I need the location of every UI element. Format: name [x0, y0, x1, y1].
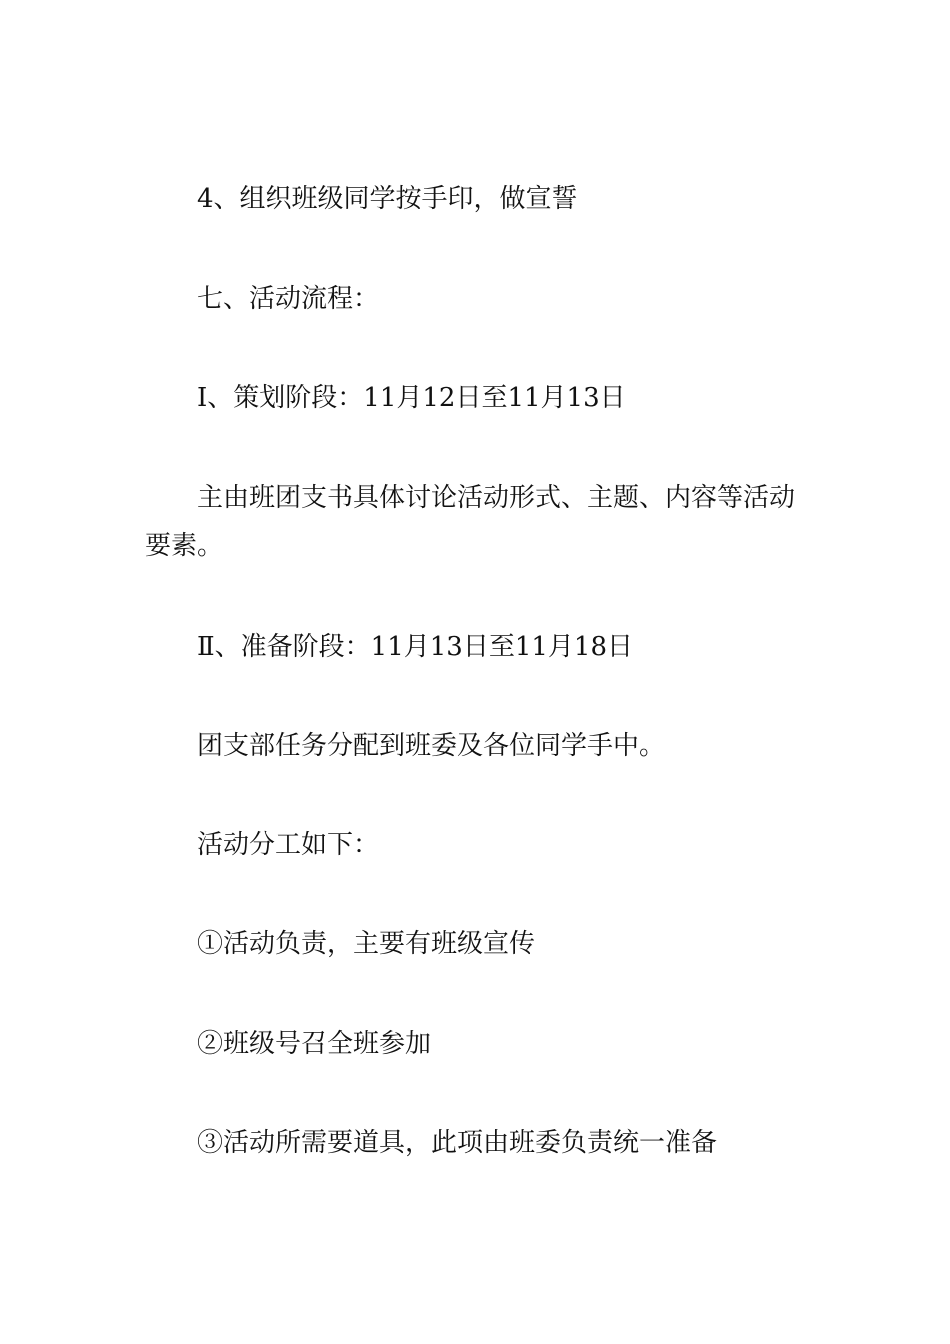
stage-planning-heading: Ⅰ、策划阶段：11月12日至11月13日 — [197, 383, 626, 413]
paragraph-item-4: 4、组织班级同学按手印，做宣誓 — [197, 184, 578, 214]
labor-item-3: ③活动所需要道具，此项由班委负责统一准备 — [197, 1128, 718, 1158]
section-heading-activity-process: 七、活动流程： — [197, 284, 380, 314]
labor-item-2: ②班级号召全班参加 — [197, 1029, 432, 1059]
preparation-description: 团支部任务分配到班委及各位同学手中。 — [197, 731, 666, 761]
division-of-labor-heading: 活动分工如下： — [197, 830, 380, 860]
labor-item-1: ①活动负责，主要有班级宣传 — [197, 929, 536, 959]
stage-preparation-heading: Ⅱ、准备阶段：11月13日至11月18日 — [197, 632, 634, 662]
planning-description: 主由班团支书具体讨论活动形式、主题、内容等活动要素。 — [145, 483, 796, 561]
